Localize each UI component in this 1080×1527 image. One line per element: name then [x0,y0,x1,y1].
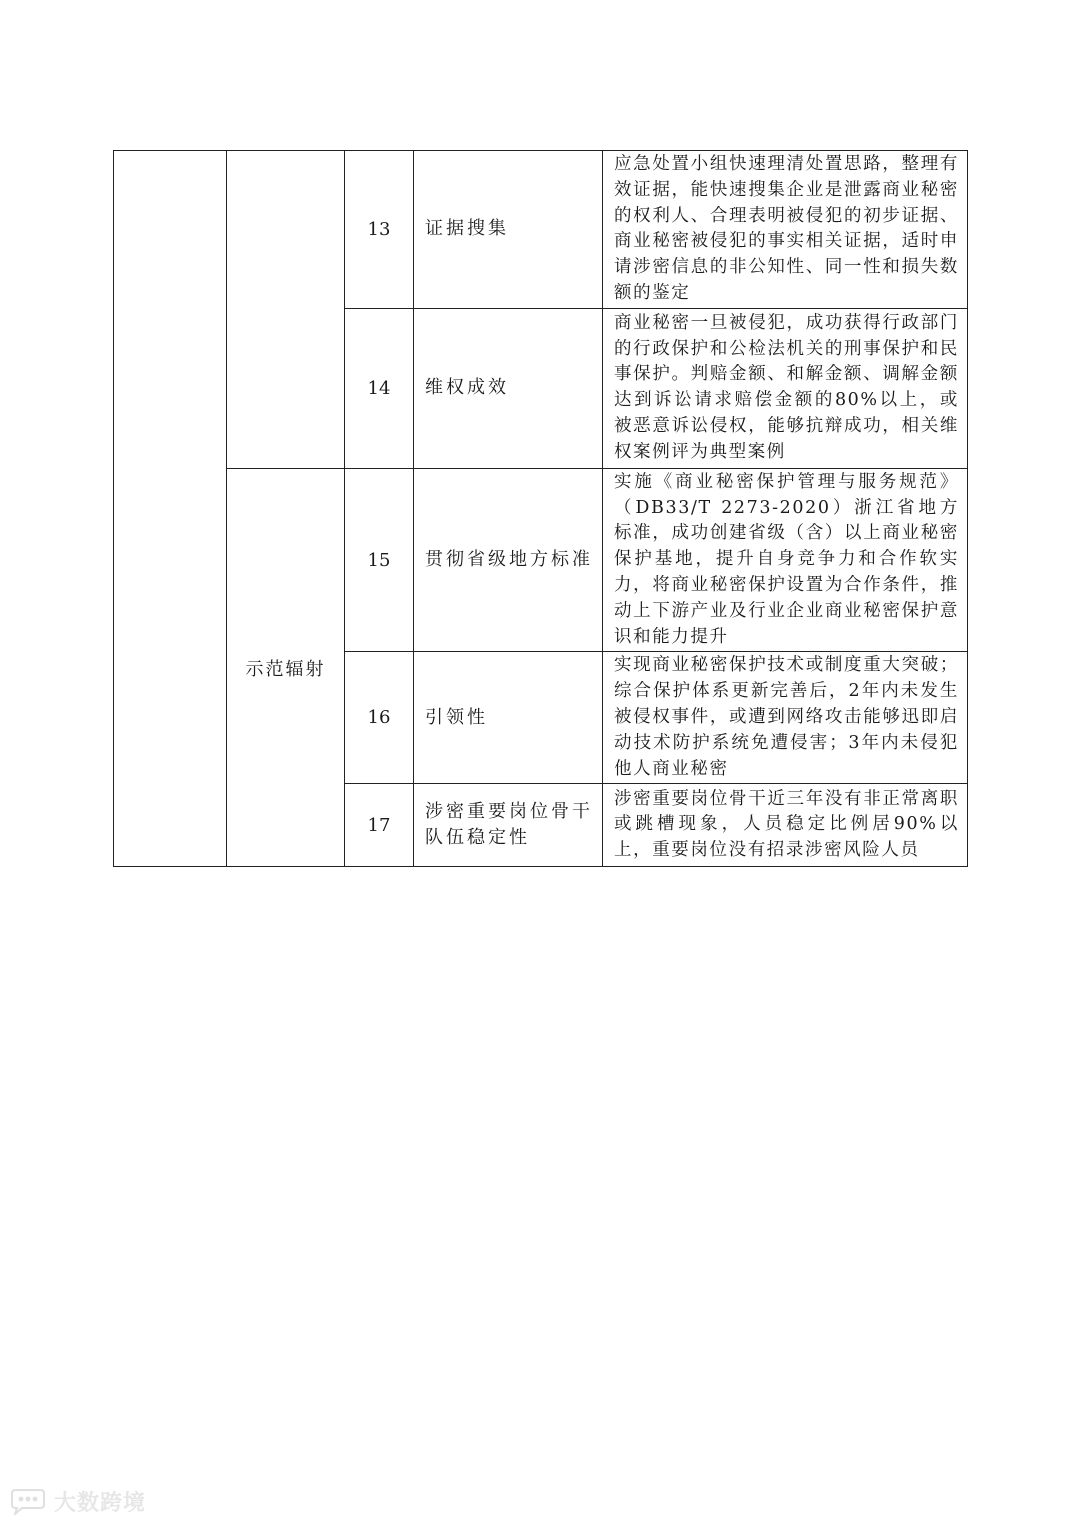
item-description: 实施《商业秘密保护管理与服务规范》（DB33/T 2273-2020）浙江省地方标准，成功创建省级（含）以上商业秘密保护基地，提升自身竞争力和合作软实力，将商业秘密保护设置为合作条件，推动上下游产业及行业企业商业秘密保护意识和能力提升 [603,468,968,652]
level1-cell [114,151,227,867]
level2-cell-empty [227,151,345,469]
item-description: 实现商业秘密保护技术或制度重大突破；综合保护体系更新完善后，2年内未发生被侵权事件，或遭到网络攻击能够迅即启动技术防护系统免遭侵害；3年内未侵犯他人商业秘密 [603,652,968,784]
item-description: 应急处置小组快速理清处置思路，整理有效证据，能快速搜集企业是泄露商业秘密的权利人、合理表明被侵犯的初步证据、商业秘密被侵犯的事实相关证据，适时申请涉密信息的非公知性、同一性和损失数额的鉴定 [603,151,968,309]
criteria-table [113,150,968,867]
item-name: 引领性 [414,652,603,784]
item-description: 涉密重要岗位骨干近三年没有非正常离职或跳槽现象，人员稳定比例居90%以上，重要岗位没有招录涉密风险人员 [603,784,968,867]
criteria-table-container [113,150,968,867]
table-row [114,151,968,309]
watermark-text: 大数跨境 [54,1491,147,1516]
item-description: 商业秘密一旦被侵犯，成功获得行政部门的行政保护和公检法机关的刑事保护和民事保护。判赔金额、和解金额、调解金额达到诉讼请求赔偿金额的80%以上，或被恶意诉讼侵权，能够抗辩成功，相关维权案例评为典型案例 [603,308,968,468]
speech-bubble-logo-icon [8,1489,48,1515]
item-number: 17 [345,784,414,867]
item-name: 证据搜集 [414,151,603,309]
table-row [114,468,968,652]
item-number: 14 [345,308,414,468]
item-name: 维权成效 [414,308,603,468]
item-name: 贯彻省级地方标准 [414,468,603,652]
item-number: 13 [345,151,414,309]
item-name: 涉密重要岗位骨干队伍稳定性 [414,784,603,867]
item-number: 16 [345,652,414,784]
group-label-cell: 示范辐射 [227,468,345,867]
item-number: 15 [345,468,414,652]
watermark [8,1486,146,1517]
